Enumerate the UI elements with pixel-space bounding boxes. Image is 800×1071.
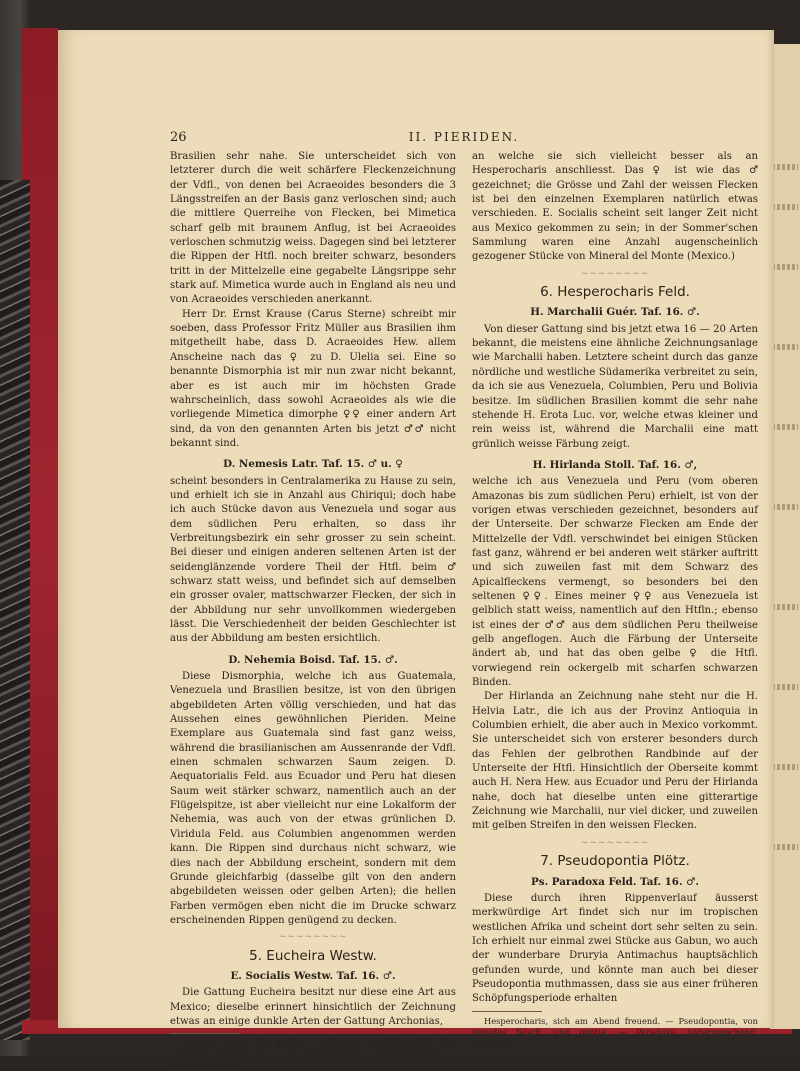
species-heading: H. Marchalii Guér. Taf. 16. ♂. bbox=[530, 306, 700, 319]
genus-heading: 5. Eucheira Westw. bbox=[249, 947, 377, 964]
species-heading: Ps. Paradoxa Feld. Taf. 16. ♂. bbox=[531, 875, 699, 888]
next-page-edge bbox=[770, 44, 800, 1029]
paragraph: Von dieser Gattung sind bis jetzt etwa 16 — 20 Arten bekannt, die meistens eine ähnliche Zeichnungsanlage wie Marchalii haben. Letztere scheint durch das ganze nördliche und westliche Südamerika verbreitet zu sein, da ich sie aus Venezuela, Columbien, Peru und Bolivia besitze. Im südlichen Brasilien kommt die sehr nahe stehende H. Erota Luc. vor, welche etwas kleiner und rein weiss ist, während die Marchalii eine matt grünlich weisse Färbung zeigt. bbox=[472, 323, 758, 450]
marbled-cover bbox=[0, 180, 30, 1040]
ornament: ~~~~~~~~ bbox=[278, 932, 348, 943]
page-number: 26 bbox=[170, 130, 187, 145]
running-header bbox=[170, 130, 758, 146]
paragraph: Diese durch ihren Rippenverlauf äusserst merkwürdige Art findet sich nur im tropischen westlichen Afrika und scheint dort sehr selten zu sein. Ich erhielt nur einmal zwei Stücke aus Gabun, wo auch der wunderbare Druryia Antimachus hauptsächlich gefunden wurde, und könnte man auch bei dieser Pseudopontia muthmassen, dass sie aus einer früheren Schöpfungsperiode erhalten bbox=[472, 892, 758, 1005]
paragraph: Brasilien sehr nahe. Sie unterscheidet sich von letzterer durch die weit schärfere Fleckenzeichnung der Vdfl., von denen bei Acraeoides besonders die 3 Längsstreifen an der Basis ganz verloschen sind; auch die mittlere Querreihe von Flecken, bei Mimetica scharf gelb mit braunem Anflug, ist bei Acraeoides verloschen schmutzig weiss. Dagegen sind bei letzterer die Rippen der Htfl. noch breiter schwarz, besonders tritt in der Mittelzelle eine gegabelte Längsrippe sehr stark auf. Mimetica wurde auch in England als neu und von Acraeoides verschieden anerkannt. bbox=[170, 151, 456, 306]
footnote: Hesperocharis, sich am Abend freuend. — Pseudopontia, von pseudos falsch, und pontia. — Paradoxa, widersprechend, sonderbar. bbox=[472, 1015, 758, 1048]
species-heading: D. Nemesis Latr. Taf. 15. ♂ u. ♀ bbox=[223, 458, 403, 471]
footnote-rule bbox=[472, 1011, 542, 1012]
running-title: II. PIERIDEN. bbox=[408, 130, 520, 144]
right-column bbox=[472, 150, 758, 1049]
footnote: Nemesis, Göttin der Rache. — Nehemia, Wiederhersteller des jüdischen Reiches nach der Babylonischen Gefangenschaft. — Socialis, gesellig. bbox=[170, 1038, 456, 1071]
paragraph: Diese Dismorphia, welche ich aus Guatemala, Venezuela und Brasilien besitze, ist von den übrigen abgebildeten Arten völlig verschieden, und hat das Aussehen eines gewöhnlichen Pieriden. Meine Exemplare aus Guatemala sind fast ganz weiss, während die brasilianischen am Aussenrande der Vdfl. einen schmalen schwarzen Saum zeigen. D. Aequatorialis Feld. aus Ecuador und Peru hat diesen Saum weit stärker schwarz, namentlich auch an der Flügelspitze, ist aber vielleicht nur eine Lokalform der Nehemia, was auch von der etwas grünlichen D. Viridula Feld. aus Columbien angenommen werden kann. Die Rippen sind durchaus nicht schwarz, wie dies nach der Abbildung erscheint, sondern mit dem Grunde gleichfarbig (dasselbe gilt von den andern abgebildeten weissen oder gelben Arten); die hellen Farben vermögen eben nicht die im Drucke schwarz erscheinenden Rippen genügend zu decken. bbox=[170, 671, 456, 926]
genus-heading: 6. Hesperocharis Feld. bbox=[540, 284, 690, 301]
ornament: ~~~~~~~~ bbox=[580, 837, 650, 848]
footnote-rule bbox=[170, 1033, 240, 1034]
species-heading: D. Nehemia Boisd. Taf. 15. ♂. bbox=[228, 653, 398, 666]
paragraph: scheint besonders in Centralamerika zu Hause zu sein, und erhielt ich sie in Anzahl aus Chiriqui; doch habe ich auch Stücke davon aus Venezuela und sogar aus dem südlichen Peru erhalten, so dass ihr Verbreitungsbezirk ein sehr grosser zu sein scheint. Bei dieser und einigen anderen seltenen Arten ist der seidenglänzende vordere Theil der Htfl. beim ♂ schwarz statt weiss, und befindet sich auf demselben ein grosser ovaler, mattschwarzer Flecken, der sich in der Abbildung nur sehr unvollkommen wiedergeben lässt. Die Verschiedenheit der beiden Geschlechter ist aus der Abbildung am besten ersichtlich. bbox=[170, 475, 456, 645]
paragraph: an welche sie sich vielleicht besser als an Hesperocharis anschliesst. Das ♀ ist wie das ♂ gezeichnet; die Grösse und Zahl der weissen Flecken ist bei den einzelnen Exemplaren natürlich etwas verschieden. E. Socialis scheint seit langer Zeit nicht aus Mexico gekommen zu sein; in der Sommer'schen Sammlung waren eine Anzahl augenscheinlich gezogener Stücke von Mineral del Monte (Mexico.) bbox=[472, 151, 758, 263]
paragraph: Der Hirlanda an Zeichnung nahe steht nur die H. Helvia Latr., die ich aus der Provinz Antioquia in Columbien erhielt, die aber auch in Mexico vorkommt. Sie unterscheidet sich von ersterer besonders durch das Fehlen der gelbrothen Randbinde auf der Unterseite der Htfl. Hinsichtlich der Oberseite kommt auch H. Nera Hew. aus Ecuador und Peru der Hirlanda nahe, doch hat dieselbe unten eine gitterartige Zeichnung wie Marchalii, nur viel dicker, und zuweilen mit gelben Streifen in den weissen Flecken. bbox=[472, 691, 758, 832]
paragraph: Die Gattung Eucheira besitzt nur diese eine Art aus Mexico; dieselbe erinnert hinsichtlich der Zeichnung etwas an einige dunkle Arten der Gattung Archonias, bbox=[170, 987, 456, 1027]
genus-heading: 7. Pseudopontia Plötz. bbox=[540, 853, 690, 870]
ornament: ~~~~~~~~ bbox=[580, 268, 650, 279]
paragraph: welche ich aus Venezuela und Peru (vom oberen Amazonas bis zum südlichen Peru) erhielt, ist von der vorigen etwas verschieden gezeichnet, besonders auf der Unterseite. Der schwarze Flecken am Ende der Mittelzelle der Vdfl. verschwindet bei einigen Stücken fast ganz, während er bei anderen weit stärker auftritt und sich zuweilen fast mit dem Schwarz des Apicalfleckens vermengt, so besonders bei den seltenen ♀♀. Eines meiner ♀♀ aus Venezuela ist gelblich statt weiss, namentlich auf den Htfln.; ebenso ist eines der ♂♂ aus dem südlichen Peru theilweise gelb angeflogen. Auch die Färbung der Unterseite ändert ab, und hat das oben gelbe ♀ die Htfl. vorwiegend rein ockergelb mit scharfen schwarzen Binden. bbox=[472, 476, 758, 689]
species-heading: H. Hirlanda Stoll. Taf. 16. ♂, bbox=[532, 458, 698, 471]
species-heading: E. Socialis Westw. Taf. 16. ♂. bbox=[230, 969, 396, 982]
left-column bbox=[170, 150, 456, 1071]
paragraph: Herr Dr. Ernst Krause (Carus Sterne) schreibt mir soeben, dass Professor Fritz Müller aus Brasilien ihm mitgetheilt habe, dass D. Acraeoides Hew. allem Anscheine nach das ♀ zu D. Ulelia sei. Eine so benannte Dismorphia ist mir nun zwar nicht bekannt, aber es ist auch mir im höchsten Grade wahrscheinlich, dass sowohl Acraeoides als wie die vorliegende Mimetica dimorphe ♀♀ einer andern Art sind, da von den genannten Arten bis jetzt ♂♂ nicht bekannt sind. bbox=[170, 308, 456, 449]
